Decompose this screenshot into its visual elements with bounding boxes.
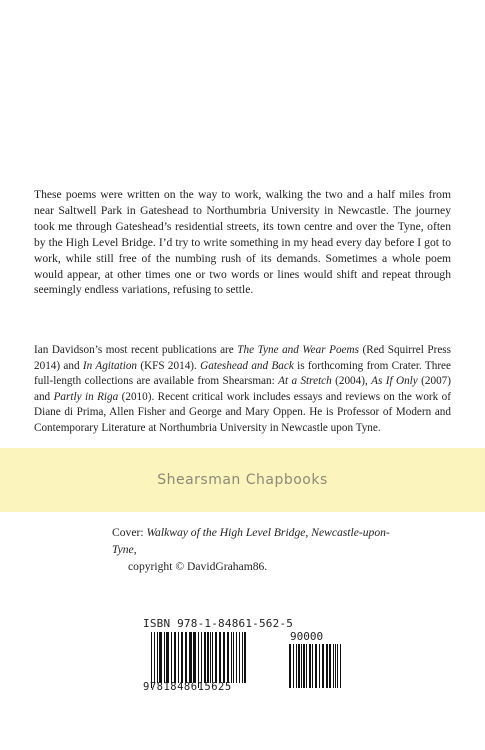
barcode-bar — [151, 632, 152, 688]
barcode-bar — [189, 632, 192, 683]
addon-barcode-bar — [296, 644, 297, 688]
barcode-bar — [178, 632, 179, 683]
bio-text: (Red Squirrel Press 2014) and — [34, 344, 451, 372]
ean-digits: 9781848615625 — [143, 681, 232, 693]
addon-barcode-bar — [335, 644, 336, 688]
book-title: Gateshead and Back — [200, 359, 294, 372]
author-bio — [34, 343, 451, 437]
barcode-bar — [193, 632, 196, 683]
addon-barcode-bar — [333, 644, 334, 688]
barcode-bar — [223, 632, 225, 683]
barcode-bar — [171, 632, 172, 683]
cover-credit — [112, 524, 412, 575]
barcode-bar — [154, 632, 155, 683]
barcode-bar — [210, 632, 211, 683]
bio-text: is forthcoming from Crater. Three full-length collections are available from Shearsman: — [34, 359, 451, 388]
addon-barcode-bar — [312, 644, 313, 688]
bio-text: Ian Davidson’s most recent publications are — [34, 344, 238, 356]
barcode-bar — [207, 632, 209, 683]
price-code: 90000 — [290, 630, 324, 643]
isbn-label: ISBN 978-1-84861-562-5 — [143, 617, 294, 630]
barcode-bar — [227, 632, 229, 683]
publisher-band — [0, 448, 485, 512]
book-title: The Tyne and Wear Poems — [237, 344, 359, 356]
barcode-bar — [239, 632, 240, 683]
barcode-bar — [219, 632, 221, 683]
bio-text: (2010). Recent critical work includes essays and reviews on the work of Diane di Prima, Allen Fisher and George and Mary Oppen. He is Professor of Modern and Contemporary Literature at Northumbria University in Newcastle upon Tyne. — [34, 390, 451, 434]
back-cover-blurb: These poems were written on the way to work, walking the two and a half miles from near Saltwell Park in Gateshead to Northumbria University in Newcastle. The journey took me through Gateshead’s residential streets, its town centre and over the Tyne, often by the High Level Bridge. I’d try to write something in my head every day before I got to work, while still free of the numbing rush of its demands. Sometimes a whole poem would appear, at other times one or two words or lines would shift and repeat through seemingly endless variations, refusing to settle. — [34, 188, 451, 297]
barcode-bar — [185, 632, 187, 683]
addon-barcode-bar — [306, 644, 307, 688]
addon-barcode-bar — [298, 644, 300, 688]
barcode-bar — [201, 632, 202, 683]
barcode-bar — [242, 632, 243, 683]
cover-credit-suffix: , — [133, 543, 137, 556]
publisher-name: Shearsman Chapbooks — [157, 472, 328, 488]
addon-barcode-bar — [309, 644, 311, 688]
barcode-bar — [212, 632, 213, 683]
addon-barcode-bar — [319, 644, 320, 688]
book-title: At a Stretch — [278, 375, 332, 388]
isbn-barcode — [143, 617, 343, 695]
book-title: Partly in Riga — [53, 390, 119, 403]
addon-barcode-bar — [293, 644, 294, 688]
bio-text: (2007) and — [34, 375, 451, 403]
addon-barcode-bar — [322, 644, 324, 688]
book-title: In Agitation — [82, 359, 138, 372]
addon-barcode-bar — [329, 644, 331, 688]
addon-barcode-bar — [289, 644, 291, 688]
addon-barcode-bar — [326, 644, 328, 688]
bio-text: (KFS 2014). — [137, 359, 201, 372]
barcode-bar — [166, 632, 169, 683]
barcode-bar — [233, 632, 234, 683]
barcode-bar — [159, 632, 162, 683]
cover-credit-title: Walkway of the High Level Bridge, Newcastle-upon-Tyne — [112, 526, 390, 556]
addon-barcode-bar — [337, 644, 338, 688]
addon-barcode-bar — [315, 644, 317, 688]
addon-barcode-bar — [303, 644, 305, 688]
barcode-bar — [198, 632, 199, 688]
barcode-bar — [231, 632, 232, 683]
barcode-bar — [215, 632, 217, 683]
bio-text: (2004), — [331, 375, 372, 388]
barcode-bar — [181, 632, 183, 683]
barcode-bar — [157, 632, 158, 683]
barcode-bar — [204, 632, 206, 683]
barcode-bar — [236, 632, 237, 683]
book-title: As If Only — [371, 375, 418, 388]
addon-barcode-bar — [340, 644, 341, 688]
addon-barcode-bar — [301, 644, 302, 688]
barcode-bar — [164, 632, 165, 683]
cover-copyright: copyright © DavidGraham86. — [128, 560, 268, 573]
barcode-bar — [244, 632, 246, 683]
barcode-bar — [174, 632, 176, 683]
cover-credit-prefix: Cover: — [112, 526, 147, 539]
